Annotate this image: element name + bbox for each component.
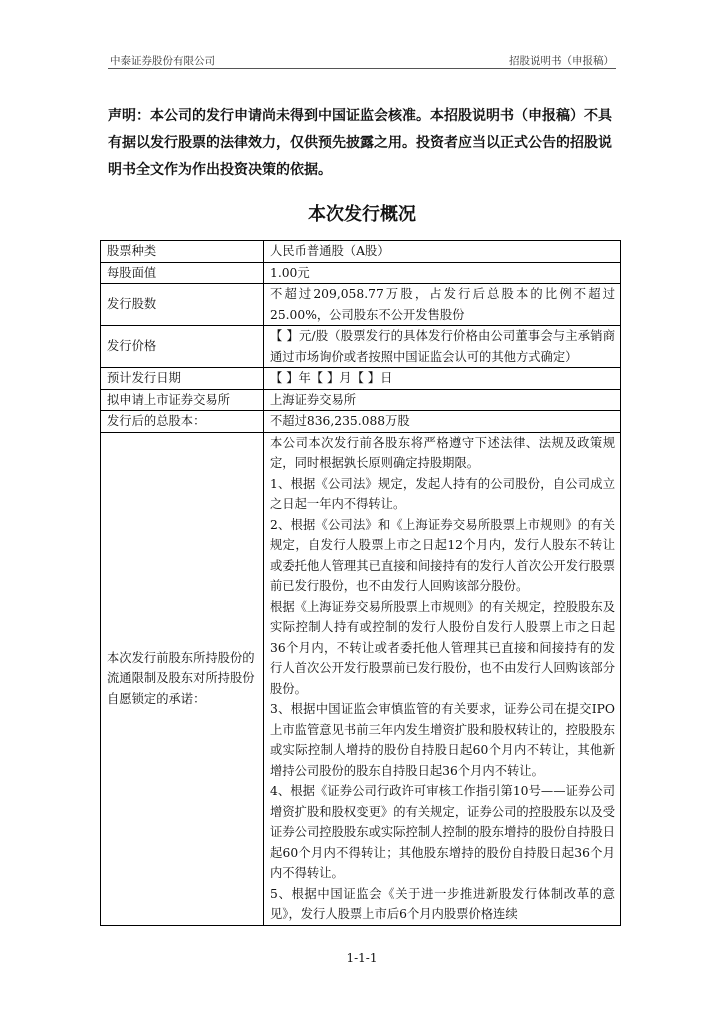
row-label: 预计发行日期 (101, 368, 264, 390)
page-title: 本次发行概况 (308, 204, 416, 225)
row-label: 发行价格 (101, 326, 264, 368)
lockup-paragraph: 根据《上海证券交易所股票上市规则》的有关规定，控股股东及实际控制人持有或控制的发行人股份自发行人股票上市之日起36个月内，不转让或者委托他人管理其已直接和间接持有的发行人首次公开发行股票前已发行股份，也不由发行人回购该部分股份。 (270, 599, 615, 696)
row-value: 【 】年【 】月【 】日 (264, 368, 621, 390)
lockup-label: 本次发行前股东所持股份的流通限制及股东对所持股份自愿锁定的承诺： (101, 432, 264, 925)
row-value: 不超过836,235.088万股 (264, 411, 621, 433)
row-label: 发行股数 (101, 284, 264, 326)
lockup-paragraph: 1、根据《公司法》规定，发起人持有的公司股份，自公司成立之日起一年内不得转让。 (270, 476, 615, 511)
row-value: 上海证券交易所 (264, 389, 621, 411)
table-row (101, 326, 621, 368)
row-label: 股票种类 (101, 241, 264, 263)
row-label: 发行后的总股本： (101, 411, 264, 433)
table-row (101, 368, 621, 390)
lockup-paragraph: 4、根据《证券公司行政许可审核工作指引第10号——证券公司增资扩股和股权变更》的有关规定，证券公司的控股股东以及受证券公司控股股东或实际控制人控制的股东增持的股份自持股日起60个月内不得转让；其他股东增持的股份自持股日起36个月内不得转让。 (270, 784, 615, 880)
lockup-paragraph: 本公司本次发行前各股东将严格遵守下述法律、法规及政策规定，同时根据孰长原则确定持股期限。 (270, 435, 615, 470)
disclaimer-notice: 声明：本公司的发行申请尚未得到中国证监会核准。本招股说明书（申报稿）不具有据以发行股票的法律效力，仅供预先披露之用。投资者应当以正式公告的招股说明书全文作为作出投资决策的依据。 (108, 108, 612, 178)
table-row (101, 241, 621, 263)
table-row (101, 284, 621, 326)
lockup-paragraph: 3、根据中国证监会审慎监管的有关要求，证券公司在提交IPO上市监管意见书前三年内发生增资扩股和股权转让的，控股股东或实际控制人增持的股份自持股日起60个月内不转让，其他新增持公司股份的股东自持股日起36个月内不转让。 (270, 702, 615, 778)
header-doc-type: 招股说明书（申报稿） (509, 55, 614, 67)
table-row (101, 262, 621, 284)
offering-summary-table (100, 240, 621, 926)
lockup-paragraph: 5、根据中国证监会《关于进一步推进新股发行体制改革的意见》，发行人股票上市后6个月内股票价格连续 (270, 886, 615, 921)
table-row (101, 411, 621, 433)
page-header (108, 50, 616, 69)
table-row (101, 389, 621, 411)
page-number: 1-1-1 (346, 951, 378, 965)
row-value: 人民币普通股（A股） (264, 241, 621, 263)
lockup-value (264, 432, 621, 925)
row-value: 【 】元/股（股票发行的具体发行价格由公司董事会与主承销商通过市场询价或者按照中国证监会认可的其他方式确定） (264, 326, 621, 368)
row-label: 每股面值 (101, 262, 264, 284)
lockup-paragraph: 2、根据《公司法》和《上海证券交易所股票上市规则》的有关规定，自发行人股票上市之日起12个月内，发行人股东不转让或委托他人管理其已直接和间接持有的发行人首次公开发行股票前已发行股份，也不由发行人回购该部分股份。 (270, 517, 615, 593)
table-row-lockup (101, 432, 621, 925)
row-value: 1.00元 (264, 262, 621, 284)
row-value: 不超过209,058.77万股，占发行后总股本的比例不超过25.00%，公司股东不公开发售股份 (264, 284, 621, 326)
header-company: 中泰证券股份有限公司 (110, 55, 215, 67)
row-label: 拟申请上市证券交易所 (101, 389, 264, 411)
